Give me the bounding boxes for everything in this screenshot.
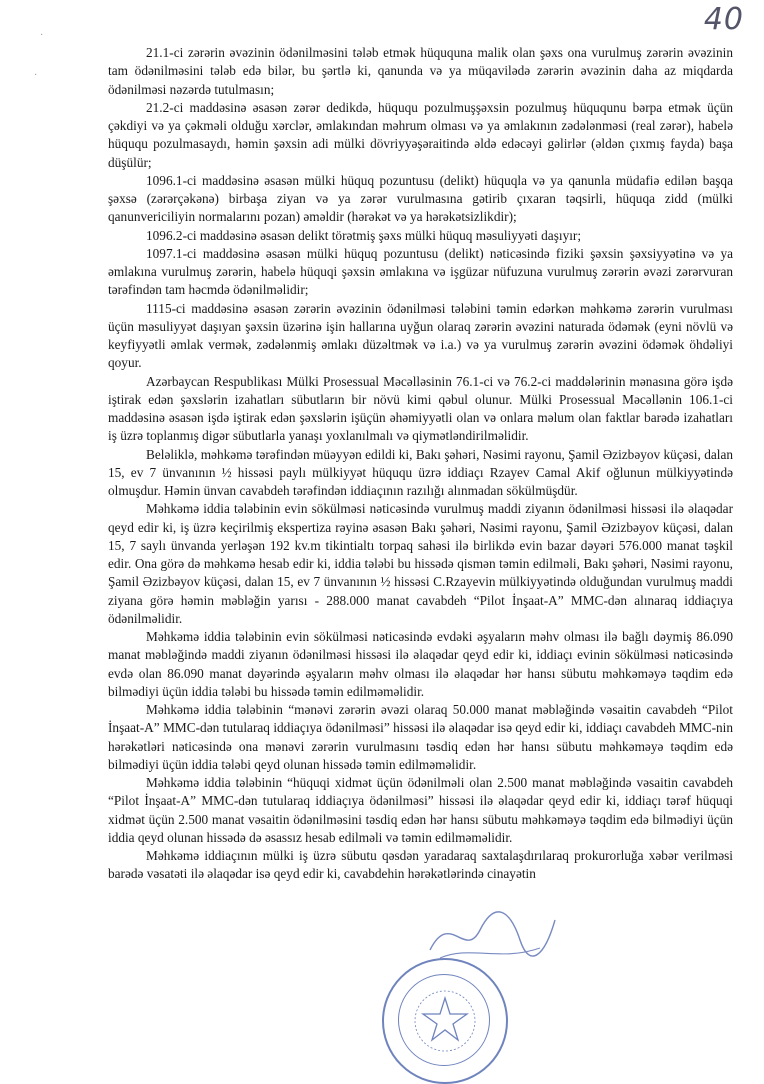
paragraph-moral-damage: Məhkəmə iddia tələbinin “mənəvi zərərin əvəzi olaraq 50.000 manat məbləğində vəsaitin cavabdeh “Pilot İnşaat-A” MMC-dən tutularaq iddiaçıya ödənilməsi” hissəsi ilə əlaqədar isə qeyd edir ki, iddiaçı cavabdeh MMC-nin hərəkətləri nəticəsində ona mənəvi zərərin vurulmasını təsdiq edən hər hansı sübutu məhkəməyə təqdim edə bilmədiyi üçün iddia tələbi qeyd olunan hissədə təmin edilməməlidir. bbox=[108, 702, 733, 772]
paragraph-ownership-finding: Beləliklə, məhkəmə tərəfindən müəyyən edildi ki, Bakı şəhəri, Nəsimi rayonu, Şamil Əzizbəyov küçəsi, dalan 15, ev 7 ünvanının ½ hissəsi paylı mülkiyyət hüququ üzrə iddiaçı Rzayev Camal Akif oğlunun mülkiyyətində olmuşdur. Həmin ünvan cavabdeh tərəfindən iddiaçının razılığı alınmadan sökülmüşdür. bbox=[108, 446, 733, 498]
signature-scribble bbox=[420, 900, 560, 970]
paragraph-1097-1: 1097.1-ci maddəsinə əsasən mülki hüquq pozuntusu (delikt) nəticəsində fiziki şəxsin şəxsiyyətinə və ya əmlakına vurulmuş zərərin, habelə hüquqi şəxsin əmlakına və işgüzar nüfuzuna vurulmuş zərərin əvəzi zərərvuran tərəfindən tam həcmdə ödənilməlidir; bbox=[108, 245, 733, 298]
court-seal-inner-ring bbox=[398, 974, 490, 1066]
paragraph-procedural-code: Azərbaycan Respublikası Mülki Prosessual Məcəlləsinin 76.1-ci və 76.2-ci maddələrinin mənasına görə işdə iştirak edən şəxslərin izahatları sübutların bir növü kimi qəbul olunur. Mülki Prosessual Məcəllənin 106.1-ci maddəsinə əsasən işdə iştirak edən şəxslərin işüçün əhəmiyyətli olan və onlara məlum olan faktlar barədə izahatları iş üzrə toplanmış digər sübutlarla yanaşı yoxlanılmalı və qiymətləndirilməlidir. bbox=[108, 373, 733, 444]
page-number: 40 bbox=[703, 2, 744, 37]
paragraph-belongings-damage: Məhkəmə iddia tələbinin evin sökülməsi nəticəsində evdəki əşyaların məhv olması ilə bağlı dəymiş 86.090 manat məbləğində maddi ziyanın ödənilməsi hissəsi ilə əlaqədar qeyd edir ki, iddiaçı evinin sökülməsi nəticəsində evdə olan 86.090 manat dəyərində əşyaların məhv olması ilə əlaqədar hər hansı sübutu məhkəməyə təqdim edə bilmədiyi üçün iddia tələbi bu hissədə təmin edilməməlidir. bbox=[108, 629, 733, 699]
document-body bbox=[108, 44, 733, 884]
scan-speck: · bbox=[34, 70, 38, 81]
paragraph-21-1: 21.1-ci zərərin əvəzinin ödənilməsini tələb etmək hüququna malik olan şəxs ona vurulmuş zərərin əvəzinin tam ödənilməsini tələb edə bilər, bu şərtlə ki, qanunda və ya müqavilədə zərərin əvəzinin daha az miqdarda ödənilməsi nəzərdə tutulmasın; bbox=[108, 45, 733, 97]
paragraph-legal-fees: Məhkəmə iddia tələbinin “hüquqi xidmət üçün ödənilməli olan 2.500 manat məbləğində vəsaitin cavabdeh “Pilot İnşaat-A” MMC-dən tutularaq iddiaçıya ödənilməsi” hissəsi ilə əlaqədar qeyd edir ki, iddiaçı tərəf hüquqi xidmət üçün 2.500 manat vəsaitin ödənilməsini təsdiq edən hər hansı sübutu məhkəməyə təqdim edə bilmədiyi üçün iddia qeyd olunan hissədə də əsassız hesab edilməli və təmin edilməməlidir. bbox=[108, 775, 733, 845]
paragraph-house-demolition-damage: Məhkəmə iddia tələbinin evin sökülməsi nəticəsində vurulmuş maddi ziyanın ödənilməsi hissəsi ilə əlaqədar qeyd edir ki, iş üzrə keçirilmiş ekspertiza rəyinə əsasən Bakı şəhəri, Nəsimi rayonu, Şamil Əzizbəyov küçəsi, dalan 15, 7 saylı ünvanda yerləşən 192 kv.m tikintialtı torpaq sahəsi ilə birlikdə evin bazar dəyəri 576.000 manat təşkil edir. Ona görə də məhkəmə hesab edir ki, iddia tələbi bu hissədə qismən təmin edilməli, Bakı şəhəri, Nəsimi rayonu, Şamil Əzizbəyov küçəsi, dalan 15, ev 7 ünvanının ½ hissəsi C.Rzayevin mülkiyyətində olduğundan vurulmuş maddi ziyana görə həmin məbləğin yarısı - 288.000 manat cavabdeh “Pilot İnşaat-A” MMC-dən alınaraq iddiaçıya ödənilməlidir. bbox=[108, 501, 733, 626]
paragraph-1096-1: 1096.1-ci maddəsinə əsasən mülki hüquq pozuntusu (delikt) hüquqla və ya qanunla müdafiə edilən başqa şəxsə (zərərçəkənə) birbaşa ziyan və ya zərər vurulmasına gətirib çıxaran təqsirli, hüquqa zidd (mülki qanunvericiliyin normalarını pozan) əməldir (hərəkət və ya hərəkətsizlikdir); bbox=[108, 172, 733, 225]
scan-speck: · bbox=[40, 30, 44, 41]
paragraph-1096-2: 1096.2-ci maddəsinə əsasən delikt törətmiş şəxs mülki hüquq məsuliyyəti daşıyır; bbox=[146, 227, 582, 243]
paragraph-1115: 1115-ci maddəsinə əsasən zərərin əvəzinin ödənilməsi tələbini təmin edərkən məhkəmə zərərin vurulması üçün məsuliyyət daşıyan şəxsin üzərinə işin hallarına uyğun olaraq zərərin əvəzini naturada ödəmək (eyni növlü və keyfiyyətli əmlak vermək, zədələnmiş əmlakı düzəltmək və i.a.) və ya vurulmuş zərərin əvəzini ödəmək öhdəliyi qoyur. bbox=[108, 300, 733, 371]
paragraph-21-2: 21.2-ci maddəsinə əsasən zərər dedikdə, hüququ pozulmuşşəxsin pozulmuş hüququnu bərpa etmək üçün çəkdiyi və ya çəkməli olduğu xərclər, əmlakından məhrum olması və ya əmlakının zədələnməsi (real zərər), habelə hüququ pozulmasaydı, həmin şəxsin adi mülki dövriyyəşəraitində əldə edəcəyi gəlirlər (əldən çıxmış fayda) başa düşülür; bbox=[108, 99, 733, 170]
paragraph-prosecutor-motion: Məhkəmə iddiaçının mülki iş üzrə sübutu qəsdən yaradaraq saxtalaşdırılaraq prokurorluğa xəbər verilməsi barədə vəsatəti ilə əlaqədar isə qeyd edir ki, cavabdehin hərəkətlərində cinayətin bbox=[108, 848, 733, 882]
court-seal-stamp bbox=[382, 958, 508, 1084]
court-seal-emblem bbox=[384, 960, 506, 1082]
